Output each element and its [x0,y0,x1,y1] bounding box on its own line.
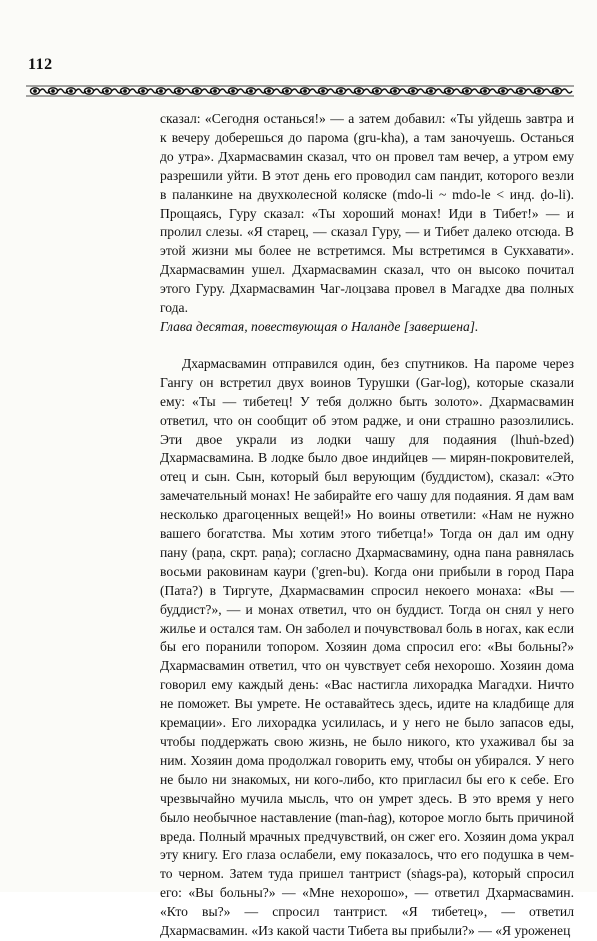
paragraph-continued: сказал: «Сегодня останься!» — а затем добавил: «Ты уйдешь завтра и к вечеру доберешься до парома (gru-kha), а там заночуешь. Останься до утра». Дхармасвамин сказал, что он провел там вечер, а утром ему разрешили уйти. В этот день его проводил сам пандит, которого везли в паланкине на двухколесной коляске (mdo-li ~ mdo-le < инд. ḍo-li). Прощаясь, Гуру сказал: «Ты хороший монах! Иди в Тибет!» — и пролил слезы. «Я старец, — сказал Гуру, — и Тибет далеко отсюда. В этой жизни мы более не встретимся. Мы встретимся в Сукхавати». Дхармасвамин ушел. Дхармасвамин сказал, что он высоко почитал этого Гуру. Дхармасвамин Чаг-лоцзава провел в Магадхе два полных года. [160,111,574,316]
chapter-end-line: Глава десятая, повествующая о Наланде [завершена]. [160,318,479,334]
main-text [160,110,574,941]
paragraph-gap [160,337,574,355]
decorative-border [26,84,574,98]
paragraph-new: Дхармасвамин отправился один, без спутников. На пароме через Гангу он встретил двух воинов Турушки (Gar-log), которые сказали ему: «Ты — тибетец! У тебя должно быть золото». Дхармасвамин ответил, что он сообщит об этом радже, и они страшно разозлились. Эти двое украли из лодки чашу для подаяния (lhuṅ-bzed) Дхармасвамина. В лодке было двое индийцев — мирян-покровителей, отец и сын. Сын, который был верующим (буддистом), сказал: «Это замечательный монах! Не забирайте его чашу для подаяния. Я дам вам несколько драгоценных вещей!» Но воины ответили: «Нам не нужно вашего богатства. Мы хотим этого тибетца!» Тогда он дал им одну пану (paṇa, скрт. paṇa); согласно Дхармасвамину, одна пана равнялась восьми раковинам каури ('gren-bu). Когда они прибыли в город Пара (Пата?) в Тиргуте, Дхармасвамин спросил некоего монаха: «Вы — буддист?», — и монах ответил, что он буддист. Тогда он снял у него жилье и остался там. Он заболел и почувствовал боль в ногах, как если бы его поранили топором. Хозяин дома спросил его: «Вы больны?» Дхармасвамин ответил, что он чувствует себя нехорошо. Хозяин дома говорил ему каждый день: «Вас настигла лихорадка Магадхи. Ничто не поможет. Вы умрете. Не оставайтесь здесь, идите на кладбище для кремации». Его лихорадка усилилась, и у него не было запасов еды, чтобы поддержать свою жизнь, не было никого, кто ухаживал бы за ним. Хозяин дома продолжал говорить ему, чтобы он убирался. У него не было ни знакомых, ни кого-либо, кто пригласил бы его к себе. Его чрезвычайно мучила мысль, что он умрет здесь. В это время у него было необычное наставление (man-ṅag), которое могло быть причиной вреда. Полный мрачных предчувствий, он сжег его. Хозяин дома украл эту книгу. Его глаза ослабели, ему показалось, что его подушка в чем-то черном. Затем туда пришел тантрист (sṅags-pa), который спросил его: «Вы больны?» — «Мне нехорошо», — ответил Дхармасвамин. «Кто вы?» — спросил тантрист. «Я тибетец», — ответил Дхармасвамин. «Из какой части Тибета вы прибыли?» — «Я уроженец [160,355,574,939]
page-number: 112 [28,56,53,73]
